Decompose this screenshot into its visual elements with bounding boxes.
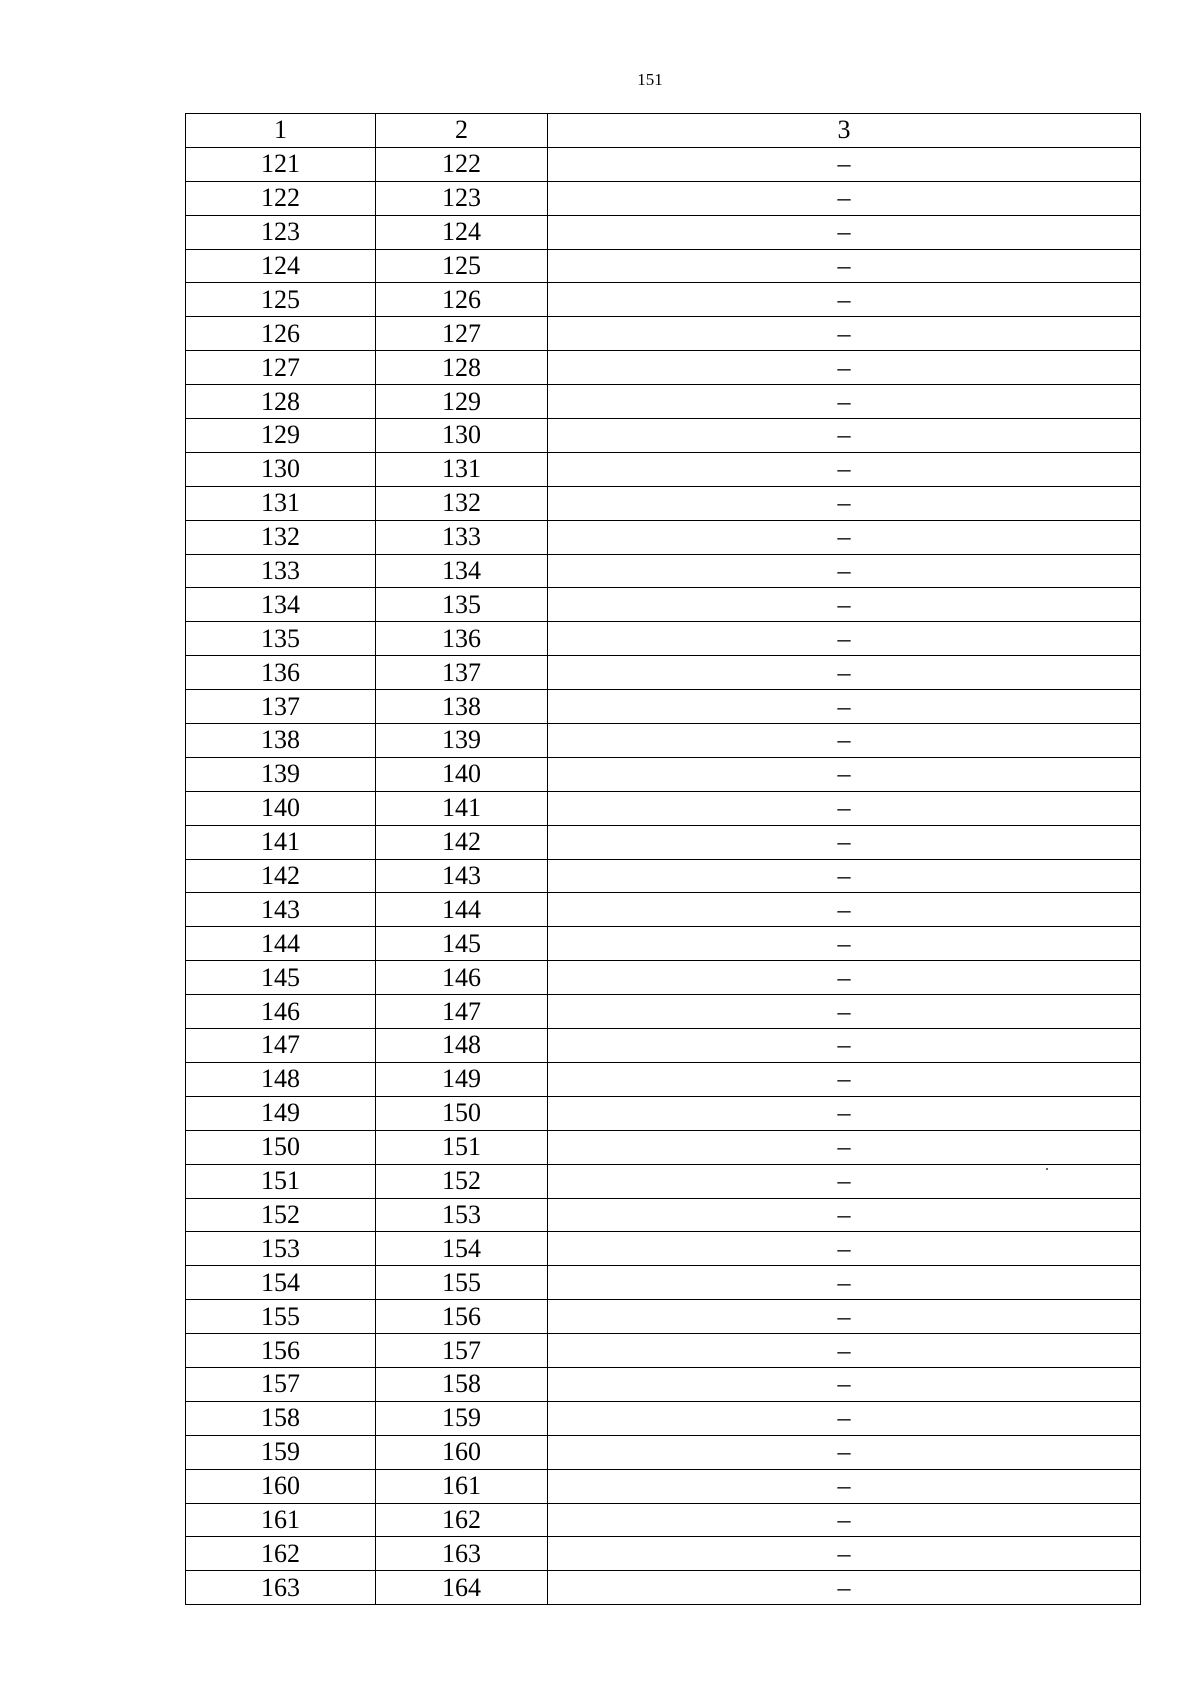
table-cell-col3: –	[548, 757, 1141, 791]
table-row	[186, 622, 1141, 656]
data-table	[185, 113, 1141, 1605]
table-cell-col2: 128	[376, 351, 548, 385]
table-cell-col2: 151	[376, 1130, 548, 1164]
table-cell-col1: 144	[186, 927, 376, 961]
table-cell-col1: 163	[186, 1571, 376, 1605]
table-cell-col3: –	[548, 1401, 1141, 1435]
table-cell-col2: 156	[376, 1300, 548, 1334]
table-row	[186, 181, 1141, 215]
table-row	[186, 927, 1141, 961]
table-row	[186, 1401, 1141, 1435]
table-cell-col3: –	[548, 486, 1141, 520]
table-cell-col3: –	[548, 1334, 1141, 1368]
table-row	[186, 1537, 1141, 1571]
table-row	[186, 791, 1141, 825]
table-cell-col2: 146	[376, 961, 548, 995]
table-cell-col3: –	[548, 317, 1141, 351]
table-cell-col2: 162	[376, 1503, 548, 1537]
table-cell-col3: –	[548, 215, 1141, 249]
table-cell-col3: –	[548, 520, 1141, 554]
table-cell-col2: 143	[376, 859, 548, 893]
table-row	[186, 1062, 1141, 1096]
table-cell-col2: 145	[376, 927, 548, 961]
table-cell-col1: 149	[186, 1096, 376, 1130]
table-cell-col1: 150	[186, 1130, 376, 1164]
table-cell-col2: 158	[376, 1367, 548, 1401]
table-cell-col1: 145	[186, 961, 376, 995]
table-cell-col3: –	[548, 147, 1141, 181]
table-cell-col3: –	[548, 859, 1141, 893]
table-cell-col3: –	[548, 1096, 1141, 1130]
table-cell-col3: –	[548, 1300, 1141, 1334]
table-cell-col1: 159	[186, 1435, 376, 1469]
table-cell-col3: –	[548, 1198, 1141, 1232]
table-cell-col1: 132	[186, 520, 376, 554]
table-row	[186, 249, 1141, 283]
table-cell-col2: 148	[376, 1029, 548, 1063]
table-cell-col2: 135	[376, 588, 548, 622]
table-cell-col3: –	[548, 656, 1141, 690]
table-cell-col1: 121	[186, 147, 376, 181]
table-cell-col1: 155	[186, 1300, 376, 1334]
table-cell-col1: 148	[186, 1062, 376, 1096]
table-cell-col2: 144	[376, 893, 548, 927]
table-cell-col1: 151	[186, 1164, 376, 1198]
table-cell-col2: 164	[376, 1571, 548, 1605]
table-cell-col2: 154	[376, 1232, 548, 1266]
table-row	[186, 1232, 1141, 1266]
table-row	[186, 283, 1141, 317]
table-row	[186, 859, 1141, 893]
table-cell-col2: 134	[376, 554, 548, 588]
table-row	[186, 588, 1141, 622]
table-cell-col2: 152	[376, 1164, 548, 1198]
table-row	[186, 690, 1141, 724]
table-row	[186, 893, 1141, 927]
table-cell-col1: 123	[186, 215, 376, 249]
table-cell-col1: 142	[186, 859, 376, 893]
table-cell-col1: 133	[186, 554, 376, 588]
table-cell-col3: –	[548, 1130, 1141, 1164]
table-cell-col3: –	[548, 1029, 1141, 1063]
table-cell-col2: 130	[376, 419, 548, 453]
table-body	[186, 147, 1141, 1604]
table-cell-col1: 143	[186, 893, 376, 927]
table-cell-col1: 124	[186, 249, 376, 283]
table-cell-col3: –	[548, 927, 1141, 961]
table-row	[186, 351, 1141, 385]
table-row	[186, 757, 1141, 791]
table-cell-col3: –	[548, 995, 1141, 1029]
table-cell-col1: 158	[186, 1401, 376, 1435]
table-cell-col1: 135	[186, 622, 376, 656]
table-cell-col3: –	[548, 690, 1141, 724]
table-cell-col1: 136	[186, 656, 376, 690]
table-cell-col1: 146	[186, 995, 376, 1029]
table-cell-col2: 150	[376, 1096, 548, 1130]
table-cell-col3: –	[548, 724, 1141, 758]
table-cell-col2: 132	[376, 486, 548, 520]
table-row	[186, 1266, 1141, 1300]
table-row	[186, 1300, 1141, 1334]
table-cell-col2: 163	[376, 1537, 548, 1571]
table-cell-col1: 122	[186, 181, 376, 215]
table-row	[186, 554, 1141, 588]
table-cell-col1: 137	[186, 690, 376, 724]
table-row	[186, 419, 1141, 453]
column-header-3: 3	[548, 114, 1141, 148]
table-row	[186, 317, 1141, 351]
table-cell-col1: 140	[186, 791, 376, 825]
table-cell-col3: –	[548, 1469, 1141, 1503]
table-cell-col2: 155	[376, 1266, 548, 1300]
column-header-1: 1	[186, 114, 376, 148]
table-row	[186, 147, 1141, 181]
table-cell-col2: 159	[376, 1401, 548, 1435]
table-cell-col2: 136	[376, 622, 548, 656]
table-cell-col2: 140	[376, 757, 548, 791]
table-row	[186, 724, 1141, 758]
table-cell-col1: 152	[186, 1198, 376, 1232]
table-cell-col2: 123	[376, 181, 548, 215]
table-cell-col2: 131	[376, 452, 548, 486]
table-cell-col3: –	[548, 893, 1141, 927]
table-row	[186, 486, 1141, 520]
table-cell-col2: 133	[376, 520, 548, 554]
table-cell-col3: –	[548, 825, 1141, 859]
table-cell-col1: 127	[186, 351, 376, 385]
table-cell-col2: 160	[376, 1435, 548, 1469]
table-cell-col3: –	[548, 351, 1141, 385]
table-cell-col3: –	[548, 1266, 1141, 1300]
table-row	[186, 452, 1141, 486]
table-cell-col1: 134	[186, 588, 376, 622]
table-row	[186, 1503, 1141, 1537]
table-row	[186, 1571, 1141, 1605]
table-cell-col1: 153	[186, 1232, 376, 1266]
scan-speck	[1046, 1168, 1048, 1170]
table-cell-col2: 129	[376, 385, 548, 419]
table-cell-col1: 161	[186, 1503, 376, 1537]
table-row	[186, 1367, 1141, 1401]
table-cell-col3: –	[548, 1232, 1141, 1266]
table-cell-col2: 141	[376, 791, 548, 825]
table-row	[186, 961, 1141, 995]
table-cell-col2: 142	[376, 825, 548, 859]
table-cell-col3: –	[548, 452, 1141, 486]
table-row	[186, 1334, 1141, 1368]
table-cell-col1: 160	[186, 1469, 376, 1503]
table-row	[186, 1164, 1141, 1198]
table-cell-col3: –	[548, 1571, 1141, 1605]
table-cell-col2: 122	[376, 147, 548, 181]
table-cell-col3: –	[548, 1164, 1141, 1198]
table-row	[186, 1198, 1141, 1232]
table-row	[186, 1435, 1141, 1469]
table-cell-col3: –	[548, 622, 1141, 656]
table-row	[186, 656, 1141, 690]
table-cell-col2: 137	[376, 656, 548, 690]
table-cell-col2: 126	[376, 283, 548, 317]
table-row	[186, 520, 1141, 554]
table-cell-col1: 129	[186, 419, 376, 453]
table-cell-col3: –	[548, 249, 1141, 283]
header-row	[186, 114, 1141, 148]
table-cell-col3: –	[548, 1367, 1141, 1401]
table-cell-col1: 126	[186, 317, 376, 351]
table-row	[186, 1029, 1141, 1063]
table-cell-col2: 149	[376, 1062, 548, 1096]
table-cell-col1: 130	[186, 452, 376, 486]
table-row	[186, 1096, 1141, 1130]
page-number: 151	[637, 70, 663, 89]
table-cell-col2: 124	[376, 215, 548, 249]
table-cell-col2: 139	[376, 724, 548, 758]
table-cell-col2: 157	[376, 1334, 548, 1368]
table-cell-col3: –	[548, 385, 1141, 419]
table-cell-col1: 128	[186, 385, 376, 419]
table-cell-col3: –	[548, 961, 1141, 995]
table-cell-col2: 161	[376, 1469, 548, 1503]
table-row	[186, 1469, 1141, 1503]
table-cell-col1: 125	[186, 283, 376, 317]
table-cell-col3: –	[548, 554, 1141, 588]
table-cell-col1: 131	[186, 486, 376, 520]
table-cell-col3: –	[548, 419, 1141, 453]
table-cell-col1: 141	[186, 825, 376, 859]
table-row	[186, 1130, 1141, 1164]
table-cell-col3: –	[548, 1537, 1141, 1571]
table-cell-col3: –	[548, 791, 1141, 825]
table-row	[186, 215, 1141, 249]
table-cell-col1: 162	[186, 1537, 376, 1571]
table-cell-col3: –	[548, 1435, 1141, 1469]
table-cell-col1: 156	[186, 1334, 376, 1368]
table-cell-col1: 138	[186, 724, 376, 758]
table-row	[186, 385, 1141, 419]
table-cell-col1: 147	[186, 1029, 376, 1063]
table-cell-col3: –	[548, 181, 1141, 215]
table-cell-col2: 125	[376, 249, 548, 283]
table-cell-col2: 127	[376, 317, 548, 351]
column-header-2: 2	[376, 114, 548, 148]
table-cell-col2: 153	[376, 1198, 548, 1232]
table-cell-col3: –	[548, 1062, 1141, 1096]
table-cell-col2: 147	[376, 995, 548, 1029]
table-cell-col1: 139	[186, 757, 376, 791]
table-cell-col2: 138	[376, 690, 548, 724]
table-cell-col3: –	[548, 283, 1141, 317]
table-cell-col1: 157	[186, 1367, 376, 1401]
table-cell-col1: 154	[186, 1266, 376, 1300]
table-row	[186, 995, 1141, 1029]
table-row	[186, 825, 1141, 859]
table-cell-col3: –	[548, 1503, 1141, 1537]
table-cell-col3: –	[548, 588, 1141, 622]
